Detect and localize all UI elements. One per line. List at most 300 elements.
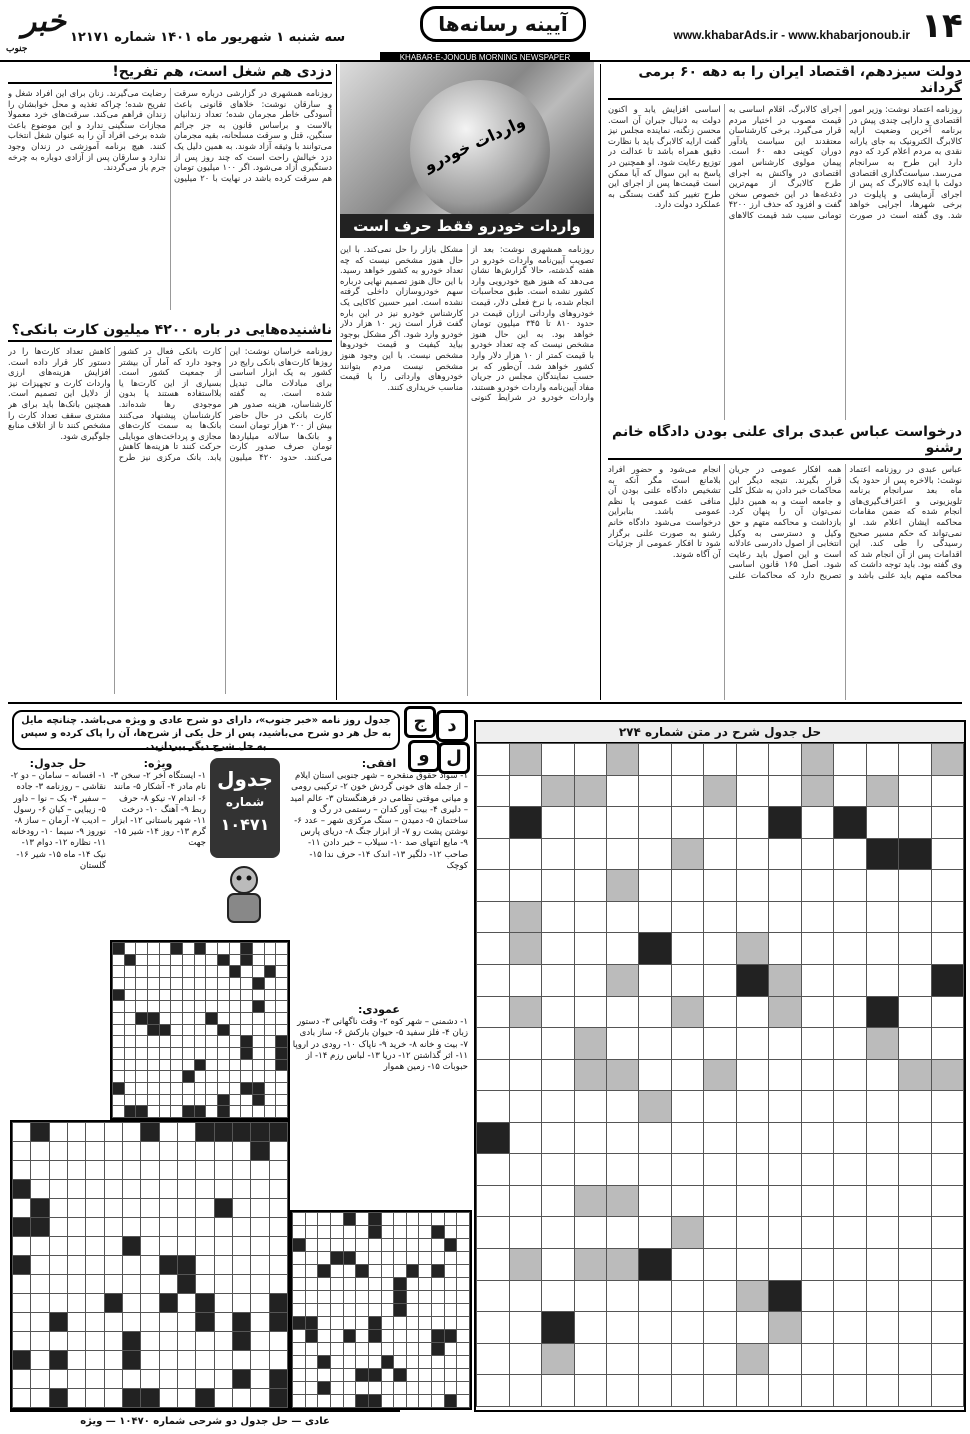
grid-cell[interactable] xyxy=(343,1382,356,1395)
grid-cell[interactable] xyxy=(241,966,253,978)
grid-cell[interactable] xyxy=(183,1012,195,1024)
grid-cell[interactable] xyxy=(899,996,931,1028)
grid-cell[interactable] xyxy=(206,1106,218,1118)
grid-cell[interactable] xyxy=(171,1094,183,1106)
grid-cell[interactable] xyxy=(218,1047,230,1059)
grid-cell[interactable] xyxy=(214,1161,232,1180)
grid-cell[interactable] xyxy=(31,1332,49,1351)
grid-cell[interactable] xyxy=(899,1312,931,1344)
grid-cell[interactable] xyxy=(736,1091,768,1123)
grid-cell[interactable] xyxy=(432,1239,445,1252)
grid-cell[interactable] xyxy=(124,1012,136,1024)
grid-cell[interactable] xyxy=(509,1375,541,1407)
grid-cell[interactable] xyxy=(419,1213,432,1226)
grid-cell[interactable] xyxy=(671,964,703,996)
grid-cell[interactable] xyxy=(178,1294,196,1313)
grid-cell[interactable] xyxy=(356,1356,369,1369)
grid-cell[interactable] xyxy=(194,1024,206,1036)
grid-cell[interactable] xyxy=(394,1330,407,1343)
grid-cell[interactable] xyxy=(931,1217,963,1249)
grid-cell[interactable] xyxy=(866,964,898,996)
grid-cell[interactable] xyxy=(233,1237,251,1256)
grid-cell[interactable] xyxy=(381,1369,394,1382)
grid-cell[interactable] xyxy=(542,807,574,839)
grid-cell[interactable] xyxy=(218,943,230,955)
grid-cell[interactable] xyxy=(241,1012,253,1024)
grid-cell[interactable] xyxy=(899,1154,931,1186)
grid-cell[interactable] xyxy=(574,1375,606,1407)
grid-cell[interactable] xyxy=(13,1123,31,1142)
grid-cell[interactable] xyxy=(194,966,206,978)
grid-cell[interactable] xyxy=(542,1249,574,1281)
grid-cell[interactable] xyxy=(253,1012,265,1024)
grid-cell[interactable] xyxy=(704,1122,736,1154)
grid-cell[interactable] xyxy=(704,1154,736,1186)
grid-cell[interactable] xyxy=(509,1185,541,1217)
grid-cell[interactable] xyxy=(183,977,195,989)
grid-cell[interactable] xyxy=(124,1047,136,1059)
grid-cell[interactable] xyxy=(13,1237,31,1256)
grid-cell[interactable] xyxy=(356,1330,369,1343)
grid-cell[interactable] xyxy=(136,1071,148,1083)
grid-cell[interactable] xyxy=(251,1256,269,1275)
grid-cell[interactable] xyxy=(113,1071,125,1083)
grid-cell[interactable] xyxy=(509,1312,541,1344)
grid-cell[interactable] xyxy=(574,1280,606,1312)
grid-cell[interactable] xyxy=(769,1154,801,1186)
grid-cell[interactable] xyxy=(148,1071,160,1083)
grid-cell[interactable] xyxy=(542,1059,574,1091)
grid-cell[interactable] xyxy=(305,1239,318,1252)
grid-cell[interactable] xyxy=(356,1317,369,1330)
grid-cell[interactable] xyxy=(113,1106,125,1118)
grid-cell[interactable] xyxy=(141,1142,159,1161)
grid-cell[interactable] xyxy=(31,1180,49,1199)
grid-cell[interactable] xyxy=(305,1369,318,1382)
grid-cell[interactable] xyxy=(241,977,253,989)
grid-cell[interactable] xyxy=(31,1294,49,1313)
grid-cell[interactable] xyxy=(769,901,801,933)
grid-cell[interactable] xyxy=(477,775,510,807)
grid-cell[interactable] xyxy=(432,1278,445,1291)
grid-cell[interactable] xyxy=(801,1280,833,1312)
grid-cell[interactable] xyxy=(769,1122,801,1154)
grid-cell[interactable] xyxy=(233,1294,251,1313)
grid-cell[interactable] xyxy=(148,1106,160,1118)
grid-cell[interactable] xyxy=(368,1356,381,1369)
grid-cell[interactable] xyxy=(214,1275,232,1294)
grid-cell[interactable] xyxy=(704,1343,736,1375)
grid-cell[interactable] xyxy=(406,1278,419,1291)
grid-cell[interactable] xyxy=(607,1375,639,1407)
grid-cell[interactable] xyxy=(931,1122,963,1154)
grid-cell[interactable] xyxy=(229,1059,241,1071)
grid-cell[interactable] xyxy=(801,838,833,870)
grid-cell[interactable] xyxy=(419,1291,432,1304)
grid-cell[interactable] xyxy=(264,989,276,1001)
grid-cell[interactable] xyxy=(141,1294,159,1313)
grid-cell[interactable] xyxy=(834,1154,866,1186)
grid-cell[interactable] xyxy=(206,1071,218,1083)
grid-cell[interactable] xyxy=(293,1395,306,1408)
grid-cell[interactable] xyxy=(276,943,288,955)
grid-cell[interactable] xyxy=(124,1082,136,1094)
grid-cell[interactable] xyxy=(13,1275,31,1294)
grid-cell[interactable] xyxy=(477,1217,510,1249)
grid-cell[interactable] xyxy=(704,901,736,933)
grid-cell[interactable] xyxy=(834,933,866,965)
grid-cell[interactable] xyxy=(123,1142,141,1161)
grid-cell[interactable] xyxy=(196,1161,214,1180)
grid-cell[interactable] xyxy=(477,1185,510,1217)
grid-cell[interactable] xyxy=(113,1047,125,1059)
grid-cell[interactable] xyxy=(159,966,171,978)
grid-cell[interactable] xyxy=(419,1317,432,1330)
grid-cell[interactable] xyxy=(31,1389,49,1408)
grid-cell[interactable] xyxy=(183,966,195,978)
grid-cell[interactable] xyxy=(607,1312,639,1344)
grid-cell[interactable] xyxy=(148,1082,160,1094)
grid-cell[interactable] xyxy=(141,1218,159,1237)
grid-cell[interactable] xyxy=(639,1343,671,1375)
grid-cell[interactable] xyxy=(801,933,833,965)
grid-cell[interactable] xyxy=(104,1199,122,1218)
grid-cell[interactable] xyxy=(104,1218,122,1237)
grid-cell[interactable] xyxy=(141,1180,159,1199)
grid-cell[interactable] xyxy=(542,1154,574,1186)
grid-cell[interactable] xyxy=(801,1343,833,1375)
grid-cell[interactable] xyxy=(704,838,736,870)
grid-cell[interactable] xyxy=(136,1024,148,1036)
grid-cell[interactable] xyxy=(68,1351,86,1370)
grid-cell[interactable] xyxy=(639,996,671,1028)
grid-cell[interactable] xyxy=(233,1180,251,1199)
grid-cell[interactable] xyxy=(704,1028,736,1060)
grid-cell[interactable] xyxy=(477,1154,510,1186)
grid-cell[interactable] xyxy=(86,1389,104,1408)
grid-cell[interactable] xyxy=(509,870,541,902)
grid-cell[interactable] xyxy=(148,1059,160,1071)
grid-cell[interactable] xyxy=(229,1094,241,1106)
grid-cell[interactable] xyxy=(574,870,606,902)
grid-cell[interactable] xyxy=(356,1226,369,1239)
grid-cell[interactable] xyxy=(381,1252,394,1265)
grid-cell[interactable] xyxy=(406,1395,419,1408)
grid-cell[interactable] xyxy=(68,1332,86,1351)
grid-cell[interactable] xyxy=(251,1218,269,1237)
grid-cell[interactable] xyxy=(542,1091,574,1123)
grid-cell[interactable] xyxy=(477,807,510,839)
grid-cell[interactable] xyxy=(931,901,963,933)
grid-cell[interactable] xyxy=(141,1351,159,1370)
grid-cell[interactable] xyxy=(801,1122,833,1154)
grid-cell[interactable] xyxy=(542,964,574,996)
grid-cell[interactable] xyxy=(305,1343,318,1356)
grid-cell[interactable] xyxy=(899,870,931,902)
grid-cell[interactable] xyxy=(866,1185,898,1217)
grid-cell[interactable] xyxy=(214,1294,232,1313)
grid-cell[interactable] xyxy=(13,1370,31,1389)
grid-cell[interactable] xyxy=(13,1161,31,1180)
grid-cell[interactable] xyxy=(183,1024,195,1036)
grid-cell[interactable] xyxy=(214,1256,232,1275)
grid-cell[interactable] xyxy=(104,1237,122,1256)
grid-cell[interactable] xyxy=(671,744,703,776)
grid-cell[interactable] xyxy=(13,1142,31,1161)
grid-cell[interactable] xyxy=(866,744,898,776)
grid-cell[interactable] xyxy=(229,954,241,966)
grid-cell[interactable] xyxy=(276,966,288,978)
grid-cell[interactable] xyxy=(253,1047,265,1059)
grid-cell[interactable] xyxy=(68,1294,86,1313)
grid-cell[interactable] xyxy=(574,1217,606,1249)
grid-cell[interactable] xyxy=(251,1370,269,1389)
grid-cell[interactable] xyxy=(104,1370,122,1389)
grid-cell[interactable] xyxy=(229,1012,241,1024)
grid-cell[interactable] xyxy=(264,1071,276,1083)
grid-cell[interactable] xyxy=(801,870,833,902)
grid-cell[interactable] xyxy=(866,1312,898,1344)
grid-cell[interactable] xyxy=(574,744,606,776)
grid-cell[interactable] xyxy=(931,807,963,839)
grid-cell[interactable] xyxy=(639,775,671,807)
grid-cell[interactable] xyxy=(214,1389,232,1408)
grid-cell[interactable] xyxy=(124,1001,136,1013)
grid-cell[interactable] xyxy=(419,1382,432,1395)
grid-cell[interactable] xyxy=(49,1199,67,1218)
grid-cell[interactable] xyxy=(218,1071,230,1083)
grid-cell[interactable] xyxy=(113,1012,125,1024)
grid-cell[interactable] xyxy=(171,1059,183,1071)
grid-cell[interactable] xyxy=(194,1094,206,1106)
grid-cell[interactable] xyxy=(542,901,574,933)
grid-cell[interactable] xyxy=(159,1180,177,1199)
grid-cell[interactable] xyxy=(801,996,833,1028)
grid-cell[interactable] xyxy=(394,1213,407,1226)
grid-cell[interactable] xyxy=(457,1265,470,1278)
grid-cell[interactable] xyxy=(671,1059,703,1091)
grid-cell[interactable] xyxy=(253,1036,265,1048)
grid-cell[interactable] xyxy=(801,1185,833,1217)
grid-cell[interactable] xyxy=(305,1304,318,1317)
grid-cell[interactable] xyxy=(123,1275,141,1294)
grid-cell[interactable] xyxy=(253,966,265,978)
grid-cell[interactable] xyxy=(49,1256,67,1275)
grid-cell[interactable] xyxy=(183,943,195,955)
grid-cell[interactable] xyxy=(736,1375,768,1407)
grid-cell[interactable] xyxy=(432,1395,445,1408)
grid-cell[interactable] xyxy=(293,1226,306,1239)
grid-cell[interactable] xyxy=(671,1375,703,1407)
grid-cell[interactable] xyxy=(253,989,265,1001)
grid-cell[interactable] xyxy=(368,1343,381,1356)
grid-cell[interactable] xyxy=(574,901,606,933)
grid-cell[interactable] xyxy=(457,1291,470,1304)
grid-cell[interactable] xyxy=(736,1312,768,1344)
grid-cell[interactable] xyxy=(49,1180,67,1199)
grid-cell[interactable] xyxy=(330,1356,343,1369)
grid-cell[interactable] xyxy=(834,901,866,933)
grid-cell[interactable] xyxy=(171,1024,183,1036)
grid-cell[interactable] xyxy=(899,1028,931,1060)
grid-cell[interactable] xyxy=(86,1275,104,1294)
grid-cell[interactable] xyxy=(457,1343,470,1356)
grid-cell[interactable] xyxy=(124,977,136,989)
grid-cell[interactable] xyxy=(194,1036,206,1048)
grid-cell[interactable] xyxy=(206,1001,218,1013)
grid-cell[interactable] xyxy=(574,1343,606,1375)
grid-cell[interactable] xyxy=(276,1012,288,1024)
grid-cell[interactable] xyxy=(444,1343,457,1356)
grid-cell[interactable] xyxy=(86,1332,104,1351)
grid-cell[interactable] xyxy=(330,1278,343,1291)
grid-cell[interactable] xyxy=(229,977,241,989)
grid-cell[interactable] xyxy=(178,1218,196,1237)
grid-cell[interactable] xyxy=(159,1094,171,1106)
grid-cell[interactable] xyxy=(136,954,148,966)
grid-cell[interactable] xyxy=(159,1332,177,1351)
grid-cell[interactable] xyxy=(801,964,833,996)
grid-cell[interactable] xyxy=(178,1332,196,1351)
grid-cell[interactable] xyxy=(834,1249,866,1281)
grid-cell[interactable] xyxy=(318,1226,331,1239)
grid-cell[interactable] xyxy=(269,1351,287,1370)
grid-cell[interactable] xyxy=(444,1304,457,1317)
grid-cell[interactable] xyxy=(141,1313,159,1332)
grid-cell[interactable] xyxy=(542,1122,574,1154)
grid-cell[interactable] xyxy=(214,1351,232,1370)
grid-cell[interactable] xyxy=(233,1161,251,1180)
grid-cell[interactable] xyxy=(899,744,931,776)
grid-cell[interactable] xyxy=(406,1369,419,1382)
grid-cell[interactable] xyxy=(419,1369,432,1382)
grid-cell[interactable] xyxy=(136,1082,148,1094)
grid-cell[interactable] xyxy=(639,744,671,776)
grid-cell[interactable] xyxy=(899,1217,931,1249)
grid-cell[interactable] xyxy=(229,1024,241,1036)
grid-cell[interactable] xyxy=(196,1256,214,1275)
grid-cell[interactable] xyxy=(293,1343,306,1356)
grid-cell[interactable] xyxy=(931,1375,963,1407)
grid-cell[interactable] xyxy=(356,1278,369,1291)
grid-cell[interactable] xyxy=(113,1036,125,1048)
grid-cell[interactable] xyxy=(31,1237,49,1256)
grid-cell[interactable] xyxy=(671,807,703,839)
grid-cell[interactable] xyxy=(769,1343,801,1375)
grid-cell[interactable] xyxy=(769,1091,801,1123)
grid-cell[interactable] xyxy=(196,1199,214,1218)
grid-cell[interactable] xyxy=(381,1213,394,1226)
grid-cell[interactable] xyxy=(159,1275,177,1294)
grid-cell[interactable] xyxy=(457,1382,470,1395)
grid-cell[interactable] xyxy=(293,1291,306,1304)
grid-cell[interactable] xyxy=(68,1275,86,1294)
grid-cell[interactable] xyxy=(124,1059,136,1071)
grid-cell[interactable] xyxy=(801,1059,833,1091)
grid-cell[interactable] xyxy=(899,901,931,933)
grid-cell[interactable] xyxy=(171,954,183,966)
grid-cell[interactable] xyxy=(293,1369,306,1382)
grid-cell[interactable] xyxy=(542,1185,574,1217)
grid-cell[interactable] xyxy=(736,775,768,807)
grid-cell[interactable] xyxy=(671,1343,703,1375)
grid-cell[interactable] xyxy=(834,1280,866,1312)
grid-cell[interactable] xyxy=(736,1217,768,1249)
grid-cell[interactable] xyxy=(801,1217,833,1249)
grid-cell[interactable] xyxy=(218,966,230,978)
grid-cell[interactable] xyxy=(866,1375,898,1407)
grid-cell[interactable] xyxy=(866,1343,898,1375)
grid-cell[interactable] xyxy=(736,744,768,776)
grid-cell[interactable] xyxy=(251,1180,269,1199)
grid-cell[interactable] xyxy=(736,1059,768,1091)
grid-cell[interactable] xyxy=(141,1199,159,1218)
grid-cell[interactable] xyxy=(269,1275,287,1294)
grid-cell[interactable] xyxy=(318,1239,331,1252)
grid-cell[interactable] xyxy=(196,1218,214,1237)
grid-cell[interactable] xyxy=(801,901,833,933)
grid-cell[interactable] xyxy=(253,1059,265,1071)
grid-cell[interactable] xyxy=(214,1370,232,1389)
grid-cell[interactable] xyxy=(671,1280,703,1312)
grid-cell[interactable] xyxy=(866,901,898,933)
grid-cell[interactable] xyxy=(477,1028,510,1060)
grid-cell[interactable] xyxy=(866,1122,898,1154)
grid-cell[interactable] xyxy=(293,1213,306,1226)
grid-cell[interactable] xyxy=(241,989,253,1001)
grid-cell[interactable] xyxy=(406,1330,419,1343)
site-urls[interactable]: www.khabarAds.ir - www.khabarjonoub.ir xyxy=(673,28,910,42)
grid-cell[interactable] xyxy=(178,1351,196,1370)
grid-cell[interactable] xyxy=(148,1047,160,1059)
grid-cell[interactable] xyxy=(148,1001,160,1013)
grid-cell[interactable] xyxy=(542,744,574,776)
grid-cell[interactable] xyxy=(931,996,963,1028)
grid-cell[interactable] xyxy=(419,1239,432,1252)
grid-cell[interactable] xyxy=(183,1082,195,1094)
grid-cell[interactable] xyxy=(264,943,276,955)
grid-cell[interactable] xyxy=(432,1382,445,1395)
grid-cell[interactable] xyxy=(457,1356,470,1369)
grid-cell[interactable] xyxy=(801,807,833,839)
grid-cell[interactable] xyxy=(269,1199,287,1218)
grid-cell[interactable] xyxy=(31,1256,49,1275)
grid-cell[interactable] xyxy=(704,744,736,776)
grid-cell[interactable] xyxy=(305,1356,318,1369)
grid-cell[interactable] xyxy=(834,1091,866,1123)
grid-cell[interactable] xyxy=(509,1154,541,1186)
grid-cell[interactable] xyxy=(104,1123,122,1142)
grid-cell[interactable] xyxy=(123,1313,141,1332)
grid-cell[interactable] xyxy=(394,1343,407,1356)
grid-cell[interactable] xyxy=(394,1239,407,1252)
grid-cell[interactable] xyxy=(899,1091,931,1123)
grid-cell[interactable] xyxy=(194,1012,206,1024)
grid-cell[interactable] xyxy=(305,1382,318,1395)
grid-cell[interactable] xyxy=(206,1059,218,1071)
grid-cell[interactable] xyxy=(276,1082,288,1094)
grid-cell[interactable] xyxy=(31,1161,49,1180)
grid-cell[interactable] xyxy=(899,1343,931,1375)
grid-cell[interactable] xyxy=(141,1332,159,1351)
grid-cell[interactable] xyxy=(264,1024,276,1036)
grid-cell[interactable] xyxy=(141,1237,159,1256)
grid-cell[interactable] xyxy=(229,1106,241,1118)
grid-cell[interactable] xyxy=(194,989,206,1001)
grid-cell[interactable] xyxy=(276,1094,288,1106)
grid-cell[interactable] xyxy=(124,989,136,1001)
grid-cell[interactable] xyxy=(866,1059,898,1091)
